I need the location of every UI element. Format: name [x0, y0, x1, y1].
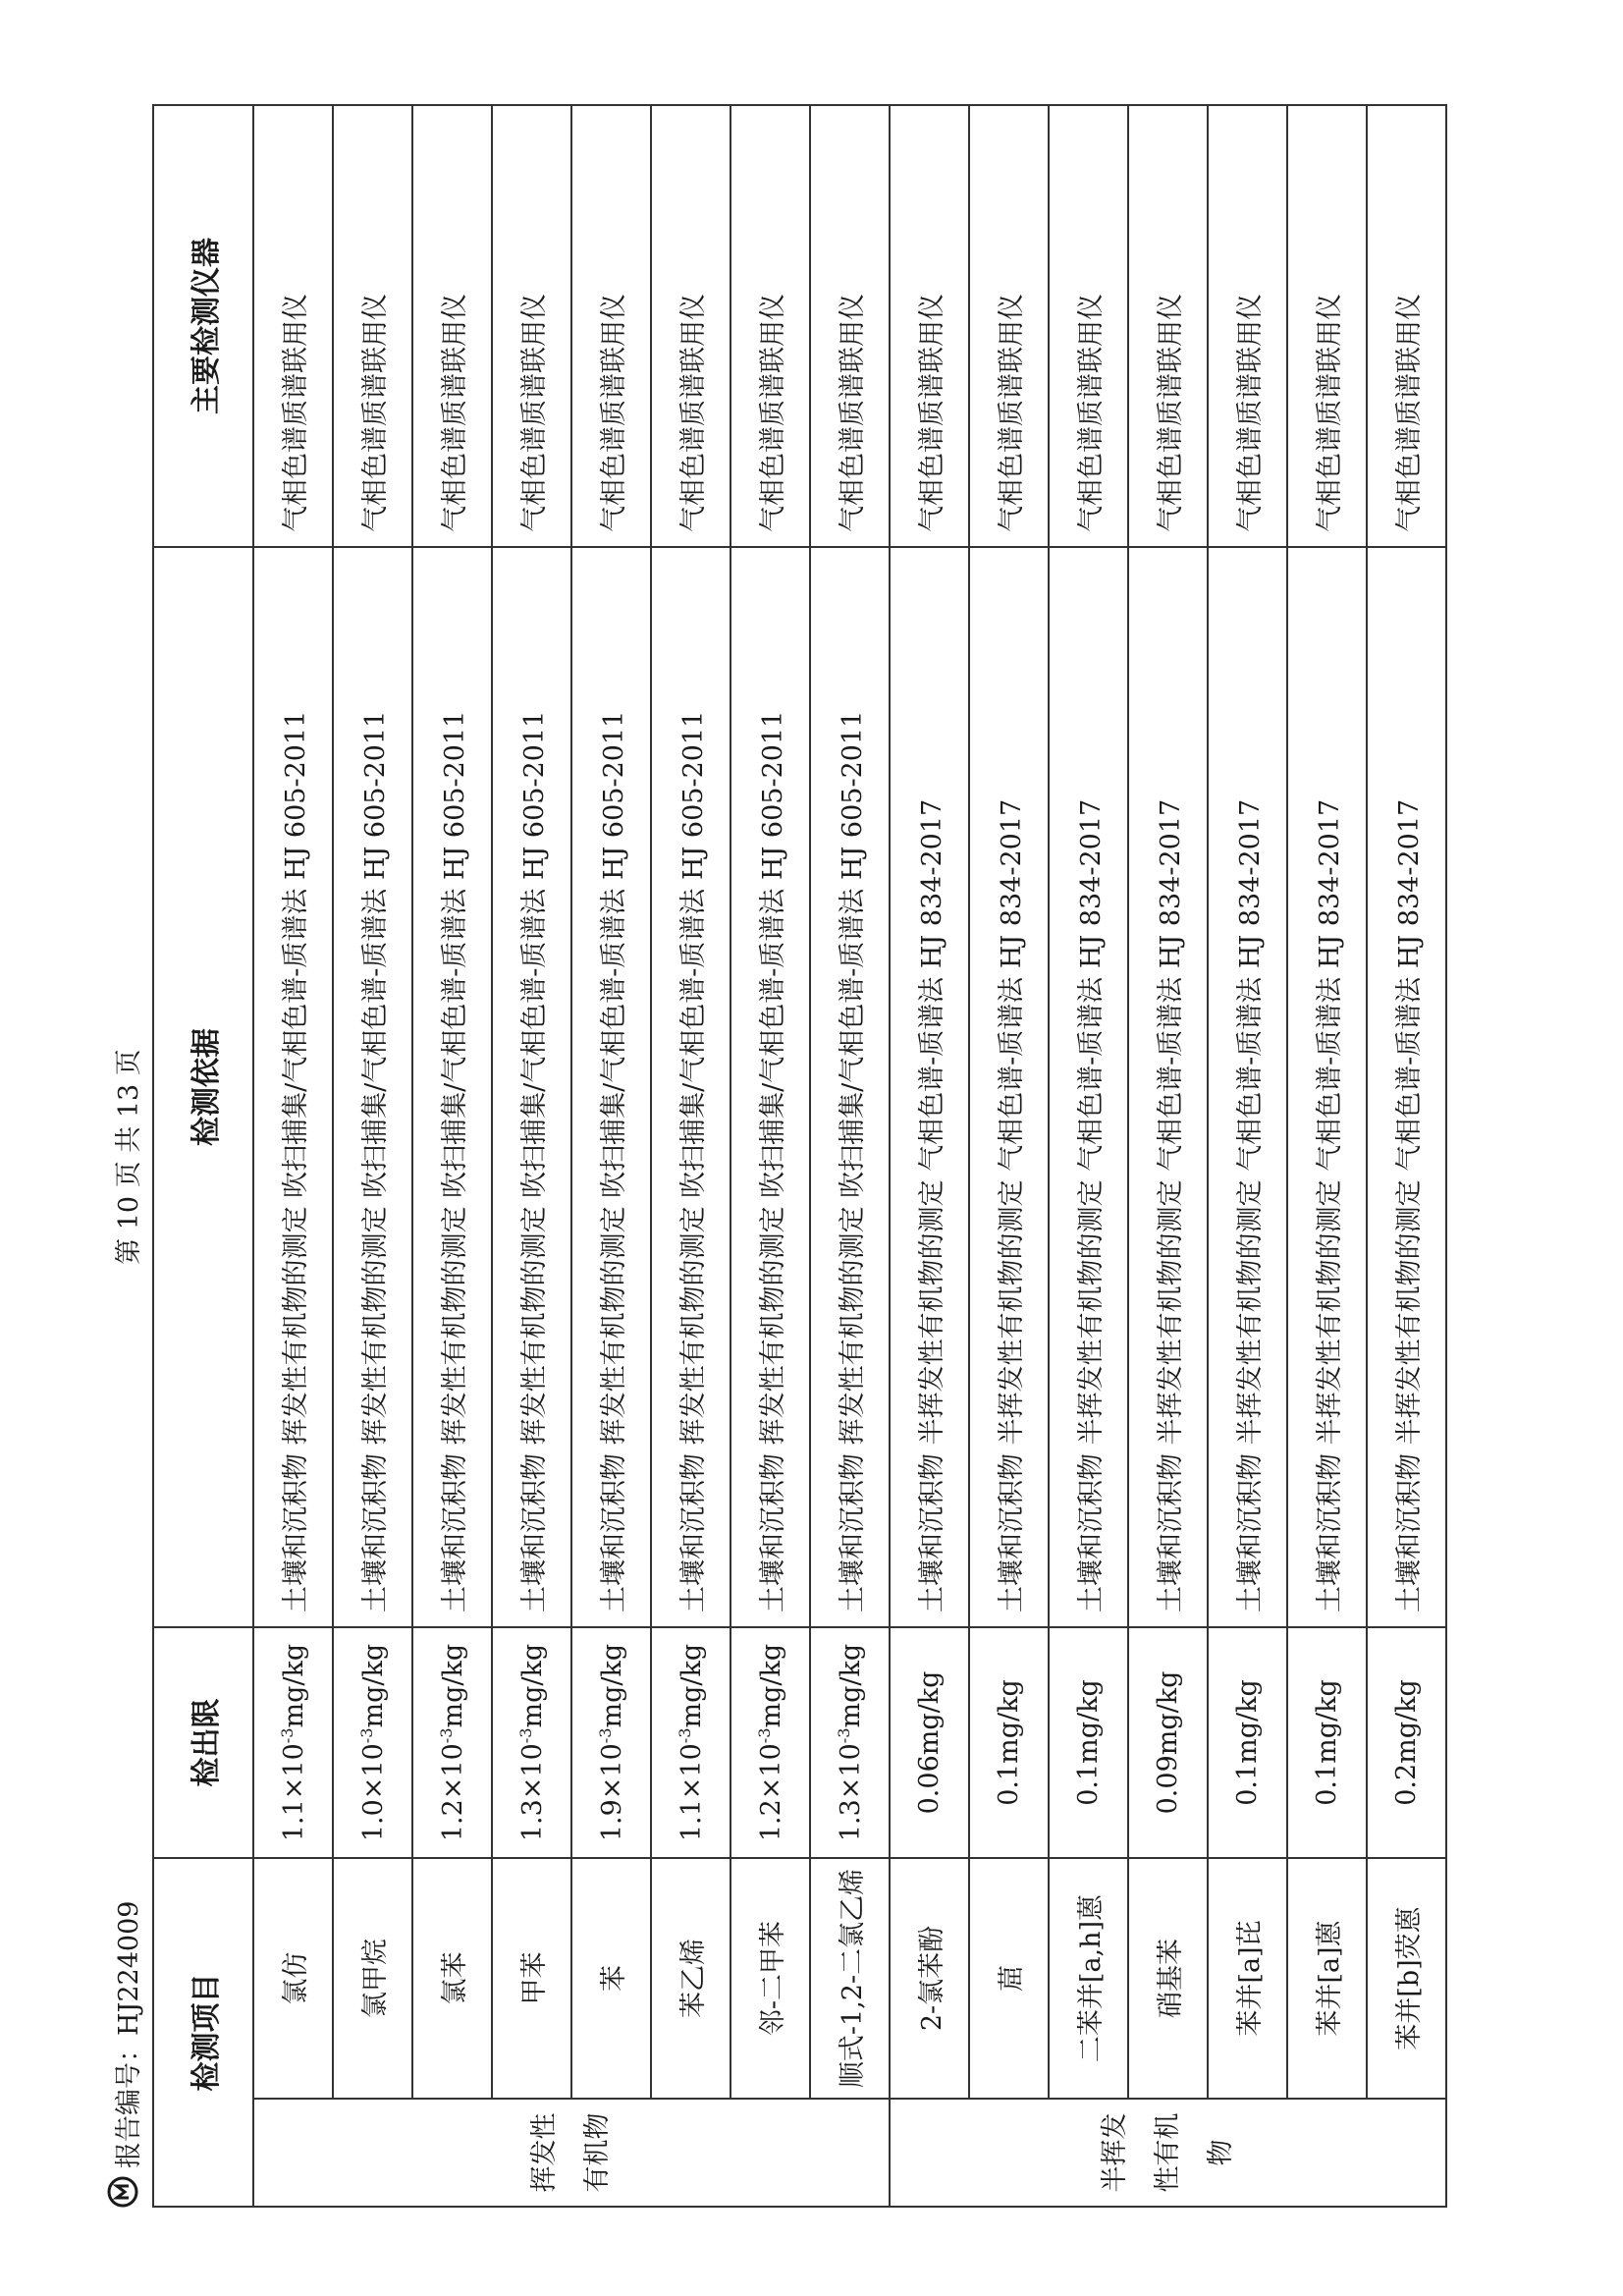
- item-name: 硝基苯: [1128, 1858, 1208, 2099]
- limit-exponent: -3: [436, 1727, 456, 1744]
- limit-base: 0.06mg/kg: [914, 1670, 945, 1815]
- detection-limit: [730, 1627, 810, 1858]
- test-basis: 土壤和沉积物 半挥发性有机物的测定 气相色谱-质谱法 HJ 834-2017: [969, 547, 1049, 1627]
- instrument: 气相色谱质谱联用仪: [890, 105, 969, 547]
- limit-base: 1.2×10: [755, 1743, 786, 1842]
- item-name: 苯并[a]蒽: [1287, 1858, 1367, 2099]
- detection-limit: [333, 1627, 412, 1858]
- detection-limit: [890, 1627, 969, 1858]
- table-row: [969, 105, 1049, 2207]
- limit-base: 0.1mg/kg: [1232, 1679, 1263, 1806]
- limit-unit: mg/kg: [437, 1643, 468, 1728]
- detection-limit: [651, 1627, 730, 1858]
- page-header: [103, 106, 152, 2208]
- detection-limit: [1049, 1627, 1128, 1858]
- limit-exponent: -3: [277, 1727, 297, 1744]
- limit-unit: mg/kg: [596, 1643, 627, 1728]
- table-row: [333, 105, 412, 2207]
- table-row: [1128, 105, 1208, 2207]
- limit-exponent: -3: [356, 1727, 376, 1744]
- instrument: 气相色谱质谱联用仪: [651, 105, 730, 547]
- test-basis: 土壤和沉积物 挥发性有机物的测定 吹扫捕集/气相色谱-质谱法 HJ 605-2011: [333, 547, 412, 1627]
- instrument: 气相色谱质谱联用仪: [1287, 105, 1367, 547]
- table-row: [1049, 105, 1128, 2207]
- instrument: 气相色谱质谱联用仪: [1208, 105, 1287, 547]
- item-name: 2-氯苯酚: [890, 1858, 969, 2099]
- table-row: [890, 105, 969, 2207]
- limit-base: 1.3×10: [835, 1743, 866, 1842]
- table-row: [1208, 105, 1287, 2207]
- test-basis: 土壤和沉积物 半挥发性有机物的测定 气相色谱-质谱法 HJ 834-2017: [1208, 547, 1287, 1627]
- item-name: 邻-二甲苯: [730, 1858, 810, 2099]
- limit-base: 0.1mg/kg: [1312, 1679, 1342, 1806]
- table-header-row: [153, 105, 253, 2207]
- test-basis: 土壤和沉积物 半挥发性有机物的测定 气相色谱-质谱法 HJ 834-2017: [1367, 547, 1446, 1627]
- item-name: 苯并[a]芘: [1208, 1858, 1287, 2099]
- instrument: 气相色谱质谱联用仪: [1128, 105, 1208, 547]
- item-name: 氯苯: [412, 1858, 492, 2099]
- detection-limit: [810, 1627, 890, 1858]
- limit-base: 0.1mg/kg: [1073, 1679, 1104, 1806]
- instrument: 气相色谱质谱联用仪: [730, 105, 810, 547]
- test-basis: 土壤和沉积物 挥发性有机物的测定 吹扫捕集/气相色谱-质谱法 HJ 605-2011: [571, 547, 651, 1627]
- test-basis: 土壤和沉积物 半挥发性有机物的测定 气相色谱-质谱法 HJ 834-2017: [1049, 547, 1128, 1627]
- item-name: 顺式-1,2-二氯乙烯: [810, 1858, 890, 2099]
- item-name: 二苯并[a,h]蒽: [1049, 1858, 1128, 2099]
- detection-limit: [412, 1627, 492, 1858]
- test-basis: 土壤和沉积物 挥发性有机物的测定 吹扫捕集/气相色谱-质谱法 HJ 605-2011: [412, 547, 492, 1627]
- group-name: 半挥发性有机物: [890, 2099, 1446, 2207]
- instrument: 气相色谱质谱联用仪: [969, 105, 1049, 547]
- test-basis: 土壤和沉积物 挥发性有机物的测定 吹扫捕集/气相色谱-质谱法 HJ 605-2011: [730, 547, 810, 1627]
- table-row: [1287, 105, 1367, 2207]
- limit-exponent: -3: [515, 1727, 535, 1744]
- table-body: [253, 105, 1446, 2207]
- limit-base: 0.2mg/kg: [1391, 1679, 1422, 1806]
- detection-limit: [1287, 1627, 1367, 1858]
- limit-base: 1.1×10: [676, 1743, 707, 1842]
- detection-limit: [571, 1627, 651, 1858]
- test-basis: 土壤和沉积物 挥发性有机物的测定 吹扫捕集/气相色谱-质谱法 HJ 605-2011: [810, 547, 890, 1627]
- table-row: [1367, 105, 1446, 2207]
- item-name: 苯: [571, 1858, 651, 2099]
- limit-unit: mg/kg: [278, 1643, 309, 1728]
- test-basis: 土壤和沉积物 挥发性有机物的测定 吹扫捕集/气相色谱-质谱法 HJ 605-2011: [651, 547, 730, 1627]
- detection-limit: [492, 1627, 571, 1858]
- detection-limit: [1208, 1627, 1287, 1858]
- limit-exponent: -3: [595, 1727, 615, 1744]
- limit-base: 1.0×10: [357, 1743, 389, 1842]
- limit-exponent: -3: [834, 1727, 853, 1744]
- detection-limit: [253, 1627, 333, 1858]
- instrument: 气相色谱质谱联用仪: [810, 105, 890, 547]
- group-name: 挥发性有机物: [253, 2099, 890, 2207]
- table-row: [810, 105, 890, 2207]
- table-row: [571, 105, 651, 2207]
- limit-base: 0.1mg/kg: [994, 1679, 1024, 1806]
- test-basis: 土壤和沉积物 半挥发性有机物的测定 气相色谱-质谱法 HJ 834-2017: [890, 547, 969, 1627]
- page-number: 第 10 页 共 13 页: [114, 1049, 144, 1265]
- item-name: 氯仿: [253, 1858, 333, 2099]
- report-number: 报告编号：HJ224009: [114, 1900, 144, 2168]
- table-row: [253, 105, 333, 2207]
- limit-base: 1.2×10: [437, 1743, 468, 1842]
- detection-limit: [1367, 1627, 1446, 1858]
- header-limit: 检出限: [153, 1627, 253, 1858]
- limit-unit: mg/kg: [835, 1643, 866, 1728]
- item-name: 苯并[b]荧蒽: [1367, 1858, 1446, 2099]
- item-name: 氯甲烷: [333, 1858, 412, 2099]
- test-basis: 土壤和沉积物 挥发性有机物的测定 吹扫捕集/气相色谱-质谱法 HJ 605-2011: [492, 547, 571, 1627]
- table-row: [730, 105, 810, 2207]
- limit-unit: mg/kg: [516, 1643, 548, 1728]
- test-basis: 土壤和沉积物 挥发性有机物的测定 吹扫捕集/气相色谱-质谱法 HJ 605-2011: [253, 547, 333, 1627]
- limit-unit: mg/kg: [755, 1643, 786, 1728]
- header-instrument: 主要检测仪器: [153, 105, 253, 547]
- limit-base: 1.3×10: [516, 1743, 548, 1842]
- instrument: 气相色谱质谱联用仪: [492, 105, 571, 547]
- limit-base: 1.1×10: [278, 1743, 309, 1842]
- detection-limit: [1128, 1627, 1208, 1858]
- instrument: 气相色谱质谱联用仪: [412, 105, 492, 547]
- instrument: 气相色谱质谱联用仪: [571, 105, 651, 547]
- item-name: 苯乙烯: [651, 1858, 730, 2099]
- test-basis: 土壤和沉积物 半挥发性有机物的测定 气相色谱-质谱法 HJ 834-2017: [1287, 547, 1367, 1627]
- header-basis: 检测依据: [153, 547, 253, 1627]
- instrument: 气相色谱质谱联用仪: [253, 105, 333, 547]
- limit-base: 0.09mg/kg: [1153, 1670, 1183, 1815]
- limit-unit: mg/kg: [357, 1643, 389, 1728]
- limit-base: 1.9×10: [596, 1743, 627, 1842]
- instrument: 气相色谱质谱联用仪: [1367, 105, 1446, 547]
- limit-unit: mg/kg: [676, 1643, 707, 1728]
- instrument: 气相色谱质谱联用仪: [1049, 105, 1128, 547]
- test-basis: 土壤和沉积物 半挥发性有机物的测定 气相色谱-质谱法 HJ 834-2017: [1128, 547, 1208, 1627]
- table-row: [651, 105, 730, 2207]
- header-item: 检测项目: [153, 1858, 253, 2207]
- limit-exponent: -3: [754, 1727, 774, 1744]
- instrument: 气相色谱质谱联用仪: [333, 105, 412, 547]
- table-row: [412, 105, 492, 2207]
- detection-limit: [969, 1627, 1049, 1858]
- limit-exponent: -3: [675, 1727, 694, 1744]
- test-methods-table: [152, 104, 1447, 2208]
- item-name: 䓛: [969, 1858, 1049, 2099]
- item-name: 甲苯: [492, 1858, 571, 2099]
- table-row: [492, 105, 571, 2207]
